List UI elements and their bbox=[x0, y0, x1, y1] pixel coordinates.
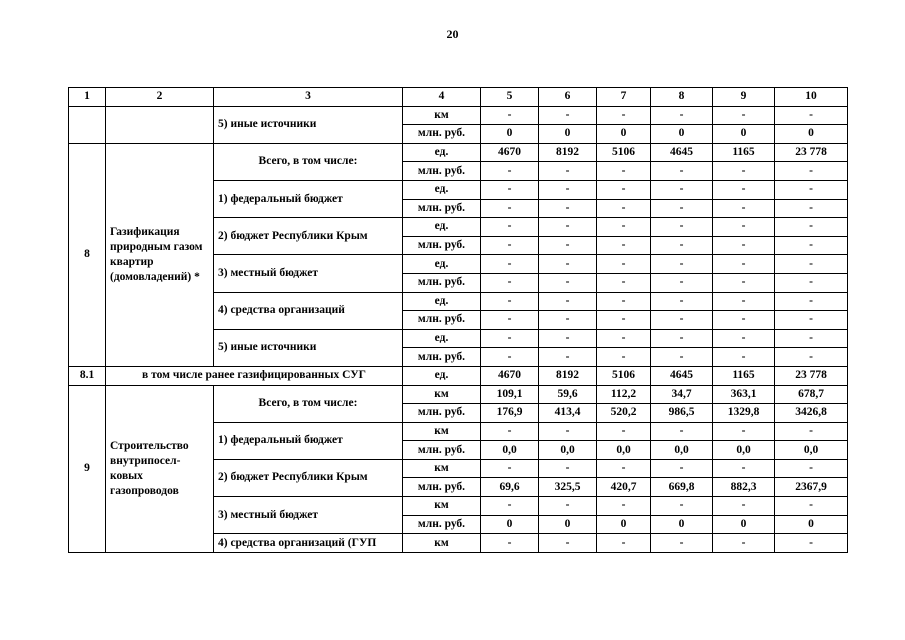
value-cell: 0,0 bbox=[597, 441, 651, 460]
value-cell: 69,6 bbox=[481, 478, 539, 497]
source-label-cell: 1) федеральный бюджет bbox=[214, 180, 403, 217]
header-cell: 1 bbox=[69, 88, 106, 107]
unit-cell: млн. руб. bbox=[403, 478, 481, 497]
value-cell: - bbox=[651, 422, 713, 441]
header-row bbox=[69, 88, 848, 107]
value-cell: - bbox=[713, 497, 775, 516]
value-cell: - bbox=[597, 311, 651, 330]
header-cell: 10 bbox=[775, 88, 848, 107]
unit-cell: ед. bbox=[403, 292, 481, 311]
value-cell: 882,3 bbox=[713, 478, 775, 497]
value-cell: 0 bbox=[481, 515, 539, 534]
value-cell: - bbox=[651, 534, 713, 553]
value-cell: 0 bbox=[713, 125, 775, 144]
value-cell: 0 bbox=[481, 125, 539, 144]
unit-cell: млн. руб. bbox=[403, 515, 481, 534]
value-cell: - bbox=[651, 348, 713, 367]
value-cell: - bbox=[651, 199, 713, 218]
source-label-cell: 5) иные источники bbox=[214, 329, 403, 366]
value-cell: - bbox=[775, 236, 848, 255]
unit-cell: ед. bbox=[403, 143, 481, 162]
item-number-cell: 9 bbox=[69, 385, 106, 552]
value-cell: 0 bbox=[775, 515, 848, 534]
value-cell: - bbox=[597, 534, 651, 553]
value-cell: 4645 bbox=[651, 143, 713, 162]
value-cell: - bbox=[481, 218, 539, 237]
header-cell: 5 bbox=[481, 88, 539, 107]
value-cell: - bbox=[713, 329, 775, 348]
unit-cell: ед. bbox=[403, 255, 481, 274]
source-label-cell: Всего, в том числе: bbox=[214, 143, 403, 180]
value-cell: 0 bbox=[775, 125, 848, 144]
value-cell: - bbox=[775, 180, 848, 199]
value-cell: - bbox=[481, 459, 539, 478]
value-cell: 0,0 bbox=[775, 441, 848, 460]
value-cell: - bbox=[713, 273, 775, 292]
value-cell: - bbox=[775, 329, 848, 348]
unit-cell: ед. bbox=[403, 329, 481, 348]
value-cell: - bbox=[481, 422, 539, 441]
value-cell: - bbox=[713, 199, 775, 218]
value-cell: - bbox=[481, 199, 539, 218]
item-title-cell: Газификация природным газом квартир (домовладений) * bbox=[106, 143, 214, 366]
value-cell: - bbox=[539, 422, 597, 441]
value-cell: 34,7 bbox=[651, 385, 713, 404]
unit-cell: млн. руб. bbox=[403, 311, 481, 330]
value-cell: 8192 bbox=[539, 143, 597, 162]
value-cell: - bbox=[597, 255, 651, 274]
value-cell: - bbox=[539, 236, 597, 255]
header-cell: 3 bbox=[214, 88, 403, 107]
unit-cell: ед. bbox=[403, 218, 481, 237]
value-cell: 520,2 bbox=[597, 404, 651, 423]
unit-cell: млн. руб. bbox=[403, 441, 481, 460]
value-cell: 325,5 bbox=[539, 478, 597, 497]
value-cell: - bbox=[481, 236, 539, 255]
value-cell: - bbox=[651, 329, 713, 348]
value-cell: - bbox=[775, 311, 848, 330]
value-cell: - bbox=[775, 497, 848, 516]
value-cell: 0 bbox=[597, 515, 651, 534]
value-cell: - bbox=[539, 199, 597, 218]
table-row bbox=[69, 366, 848, 385]
value-cell: 0,0 bbox=[713, 441, 775, 460]
value-cell: - bbox=[651, 273, 713, 292]
value-cell: - bbox=[651, 106, 713, 125]
value-cell: - bbox=[713, 180, 775, 199]
unit-cell: км bbox=[403, 385, 481, 404]
value-cell: - bbox=[775, 348, 848, 367]
value-cell: - bbox=[481, 162, 539, 181]
item-number-cell: 8 bbox=[69, 143, 106, 366]
unit-cell: млн. руб. bbox=[403, 125, 481, 144]
value-cell: 109,1 bbox=[481, 385, 539, 404]
value-cell: 176,9 bbox=[481, 404, 539, 423]
value-cell: - bbox=[481, 311, 539, 330]
header-cell: 9 bbox=[713, 88, 775, 107]
source-label-cell: 3) местный бюджет bbox=[214, 255, 403, 292]
unit-cell: км bbox=[403, 497, 481, 516]
value-cell: - bbox=[539, 534, 597, 553]
unit-cell: млн. руб. bbox=[403, 162, 481, 181]
value-cell: - bbox=[651, 218, 713, 237]
value-cell: - bbox=[597, 106, 651, 125]
unit-cell: млн. руб. bbox=[403, 404, 481, 423]
value-cell: - bbox=[597, 329, 651, 348]
header-cell: 6 bbox=[539, 88, 597, 107]
table-row bbox=[69, 106, 848, 125]
value-cell: - bbox=[539, 311, 597, 330]
value-cell: - bbox=[713, 311, 775, 330]
value-cell: - bbox=[651, 255, 713, 274]
value-cell: - bbox=[539, 255, 597, 274]
value-cell: - bbox=[651, 180, 713, 199]
value-cell: - bbox=[481, 348, 539, 367]
table-row bbox=[69, 143, 848, 162]
value-cell: - bbox=[597, 162, 651, 181]
value-cell: - bbox=[713, 162, 775, 181]
value-cell: 5106 bbox=[597, 143, 651, 162]
value-cell: - bbox=[539, 292, 597, 311]
unit-cell: млн. руб. bbox=[403, 199, 481, 218]
page-number: 20 bbox=[446, 27, 459, 41]
value-cell: - bbox=[481, 255, 539, 274]
value-cell: - bbox=[481, 106, 539, 125]
unit-cell: млн. руб. bbox=[403, 236, 481, 255]
value-cell: - bbox=[775, 292, 848, 311]
value-cell: - bbox=[713, 292, 775, 311]
item-title-cell: в том числе ранее газифицированных СУГ bbox=[106, 366, 403, 385]
value-cell: - bbox=[597, 348, 651, 367]
value-cell: - bbox=[713, 236, 775, 255]
value-cell: 678,7 bbox=[775, 385, 848, 404]
unit-cell: км bbox=[403, 459, 481, 478]
value-cell: - bbox=[713, 422, 775, 441]
value-cell: - bbox=[713, 106, 775, 125]
value-cell: - bbox=[481, 329, 539, 348]
value-cell: - bbox=[539, 459, 597, 478]
value-cell: 59,6 bbox=[539, 385, 597, 404]
value-cell: - bbox=[597, 218, 651, 237]
value-cell: - bbox=[713, 459, 775, 478]
value-cell: - bbox=[539, 162, 597, 181]
value-cell: - bbox=[481, 497, 539, 516]
value-cell: - bbox=[597, 422, 651, 441]
value-cell: 4670 bbox=[481, 366, 539, 385]
value-cell: - bbox=[597, 497, 651, 516]
unit-cell: км bbox=[403, 422, 481, 441]
value-cell: - bbox=[597, 199, 651, 218]
unit-cell: ед. bbox=[403, 180, 481, 199]
funding-table bbox=[68, 87, 848, 553]
value-cell: 0,0 bbox=[651, 441, 713, 460]
source-label-cell: 2) бюджет Республики Крым bbox=[214, 459, 403, 496]
value-cell: - bbox=[651, 236, 713, 255]
value-cell: - bbox=[775, 199, 848, 218]
value-cell: - bbox=[597, 180, 651, 199]
value-cell: - bbox=[651, 497, 713, 516]
value-cell: - bbox=[713, 534, 775, 553]
value-cell: 112,2 bbox=[597, 385, 651, 404]
table-row bbox=[69, 385, 848, 404]
value-cell: - bbox=[539, 180, 597, 199]
header-cell: 8 bbox=[651, 88, 713, 107]
value-cell: 23 778 bbox=[775, 143, 848, 162]
value-cell: - bbox=[539, 106, 597, 125]
value-cell: 2367,9 bbox=[775, 478, 848, 497]
item-number-cell: 8.1 bbox=[69, 366, 106, 385]
value-cell: 0,0 bbox=[539, 441, 597, 460]
value-cell: 5106 bbox=[597, 366, 651, 385]
value-cell: - bbox=[597, 273, 651, 292]
value-cell: - bbox=[539, 497, 597, 516]
value-cell: - bbox=[775, 459, 848, 478]
value-cell: 0 bbox=[651, 515, 713, 534]
header-cell: 7 bbox=[597, 88, 651, 107]
value-cell: - bbox=[481, 180, 539, 199]
unit-cell: млн. руб. bbox=[403, 348, 481, 367]
value-cell: 1165 bbox=[713, 366, 775, 385]
value-cell: - bbox=[713, 218, 775, 237]
value-cell: 669,8 bbox=[651, 478, 713, 497]
value-cell: 986,5 bbox=[651, 404, 713, 423]
value-cell: 3426,8 bbox=[775, 404, 848, 423]
value-cell: - bbox=[775, 106, 848, 125]
value-cell: 4645 bbox=[651, 366, 713, 385]
value-cell: 0 bbox=[597, 125, 651, 144]
value-cell: - bbox=[481, 534, 539, 553]
value-cell: 0,0 bbox=[481, 441, 539, 460]
source-label-cell: 4) средства организаций bbox=[214, 292, 403, 329]
value-cell: - bbox=[539, 273, 597, 292]
item-title-cell: Строительство внутрипосел-ковых газопроводов bbox=[106, 385, 214, 552]
unit-cell: км bbox=[403, 534, 481, 553]
value-cell: - bbox=[713, 255, 775, 274]
value-cell: - bbox=[539, 348, 597, 367]
value-cell: 0 bbox=[713, 515, 775, 534]
value-cell: 0 bbox=[539, 515, 597, 534]
unit-cell: км bbox=[403, 106, 481, 125]
value-cell: - bbox=[597, 292, 651, 311]
value-cell: - bbox=[775, 218, 848, 237]
value-cell: - bbox=[539, 218, 597, 237]
header-cell: 4 bbox=[403, 88, 481, 107]
value-cell: 0 bbox=[651, 125, 713, 144]
value-cell: 0 bbox=[539, 125, 597, 144]
value-cell: - bbox=[651, 292, 713, 311]
source-label-cell: 4) средства организаций (ГУП bbox=[214, 534, 403, 553]
header-cell: 2 bbox=[106, 88, 214, 107]
source-label-cell: 2) бюджет Республики Крым bbox=[214, 218, 403, 255]
value-cell: 363,1 bbox=[713, 385, 775, 404]
source-label-cell: 5) иные источники bbox=[214, 106, 403, 143]
value-cell: 420,7 bbox=[597, 478, 651, 497]
item-title-cell bbox=[106, 106, 214, 143]
value-cell: 4670 bbox=[481, 143, 539, 162]
value-cell: - bbox=[481, 273, 539, 292]
item-number-cell bbox=[69, 106, 106, 143]
source-label-cell: Всего, в том числе: bbox=[214, 385, 403, 422]
unit-cell: ед. bbox=[403, 366, 481, 385]
value-cell: - bbox=[481, 292, 539, 311]
value-cell: - bbox=[775, 273, 848, 292]
value-cell: 413,4 bbox=[539, 404, 597, 423]
source-label-cell: 3) местный бюджет bbox=[214, 497, 403, 534]
unit-cell: млн. руб. bbox=[403, 273, 481, 292]
value-cell: 23 778 bbox=[775, 366, 848, 385]
value-cell: - bbox=[651, 162, 713, 181]
value-cell: - bbox=[597, 459, 651, 478]
value-cell: - bbox=[651, 459, 713, 478]
value-cell: - bbox=[539, 329, 597, 348]
value-cell: - bbox=[775, 422, 848, 441]
value-cell: 1165 bbox=[713, 143, 775, 162]
value-cell: - bbox=[775, 162, 848, 181]
value-cell: - bbox=[597, 236, 651, 255]
value-cell: - bbox=[775, 534, 848, 553]
value-cell: - bbox=[651, 311, 713, 330]
value-cell: 8192 bbox=[539, 366, 597, 385]
value-cell: - bbox=[775, 255, 848, 274]
value-cell: 1329,8 bbox=[713, 404, 775, 423]
value-cell: - bbox=[713, 348, 775, 367]
source-label-cell: 1) федеральный бюджет bbox=[214, 422, 403, 459]
